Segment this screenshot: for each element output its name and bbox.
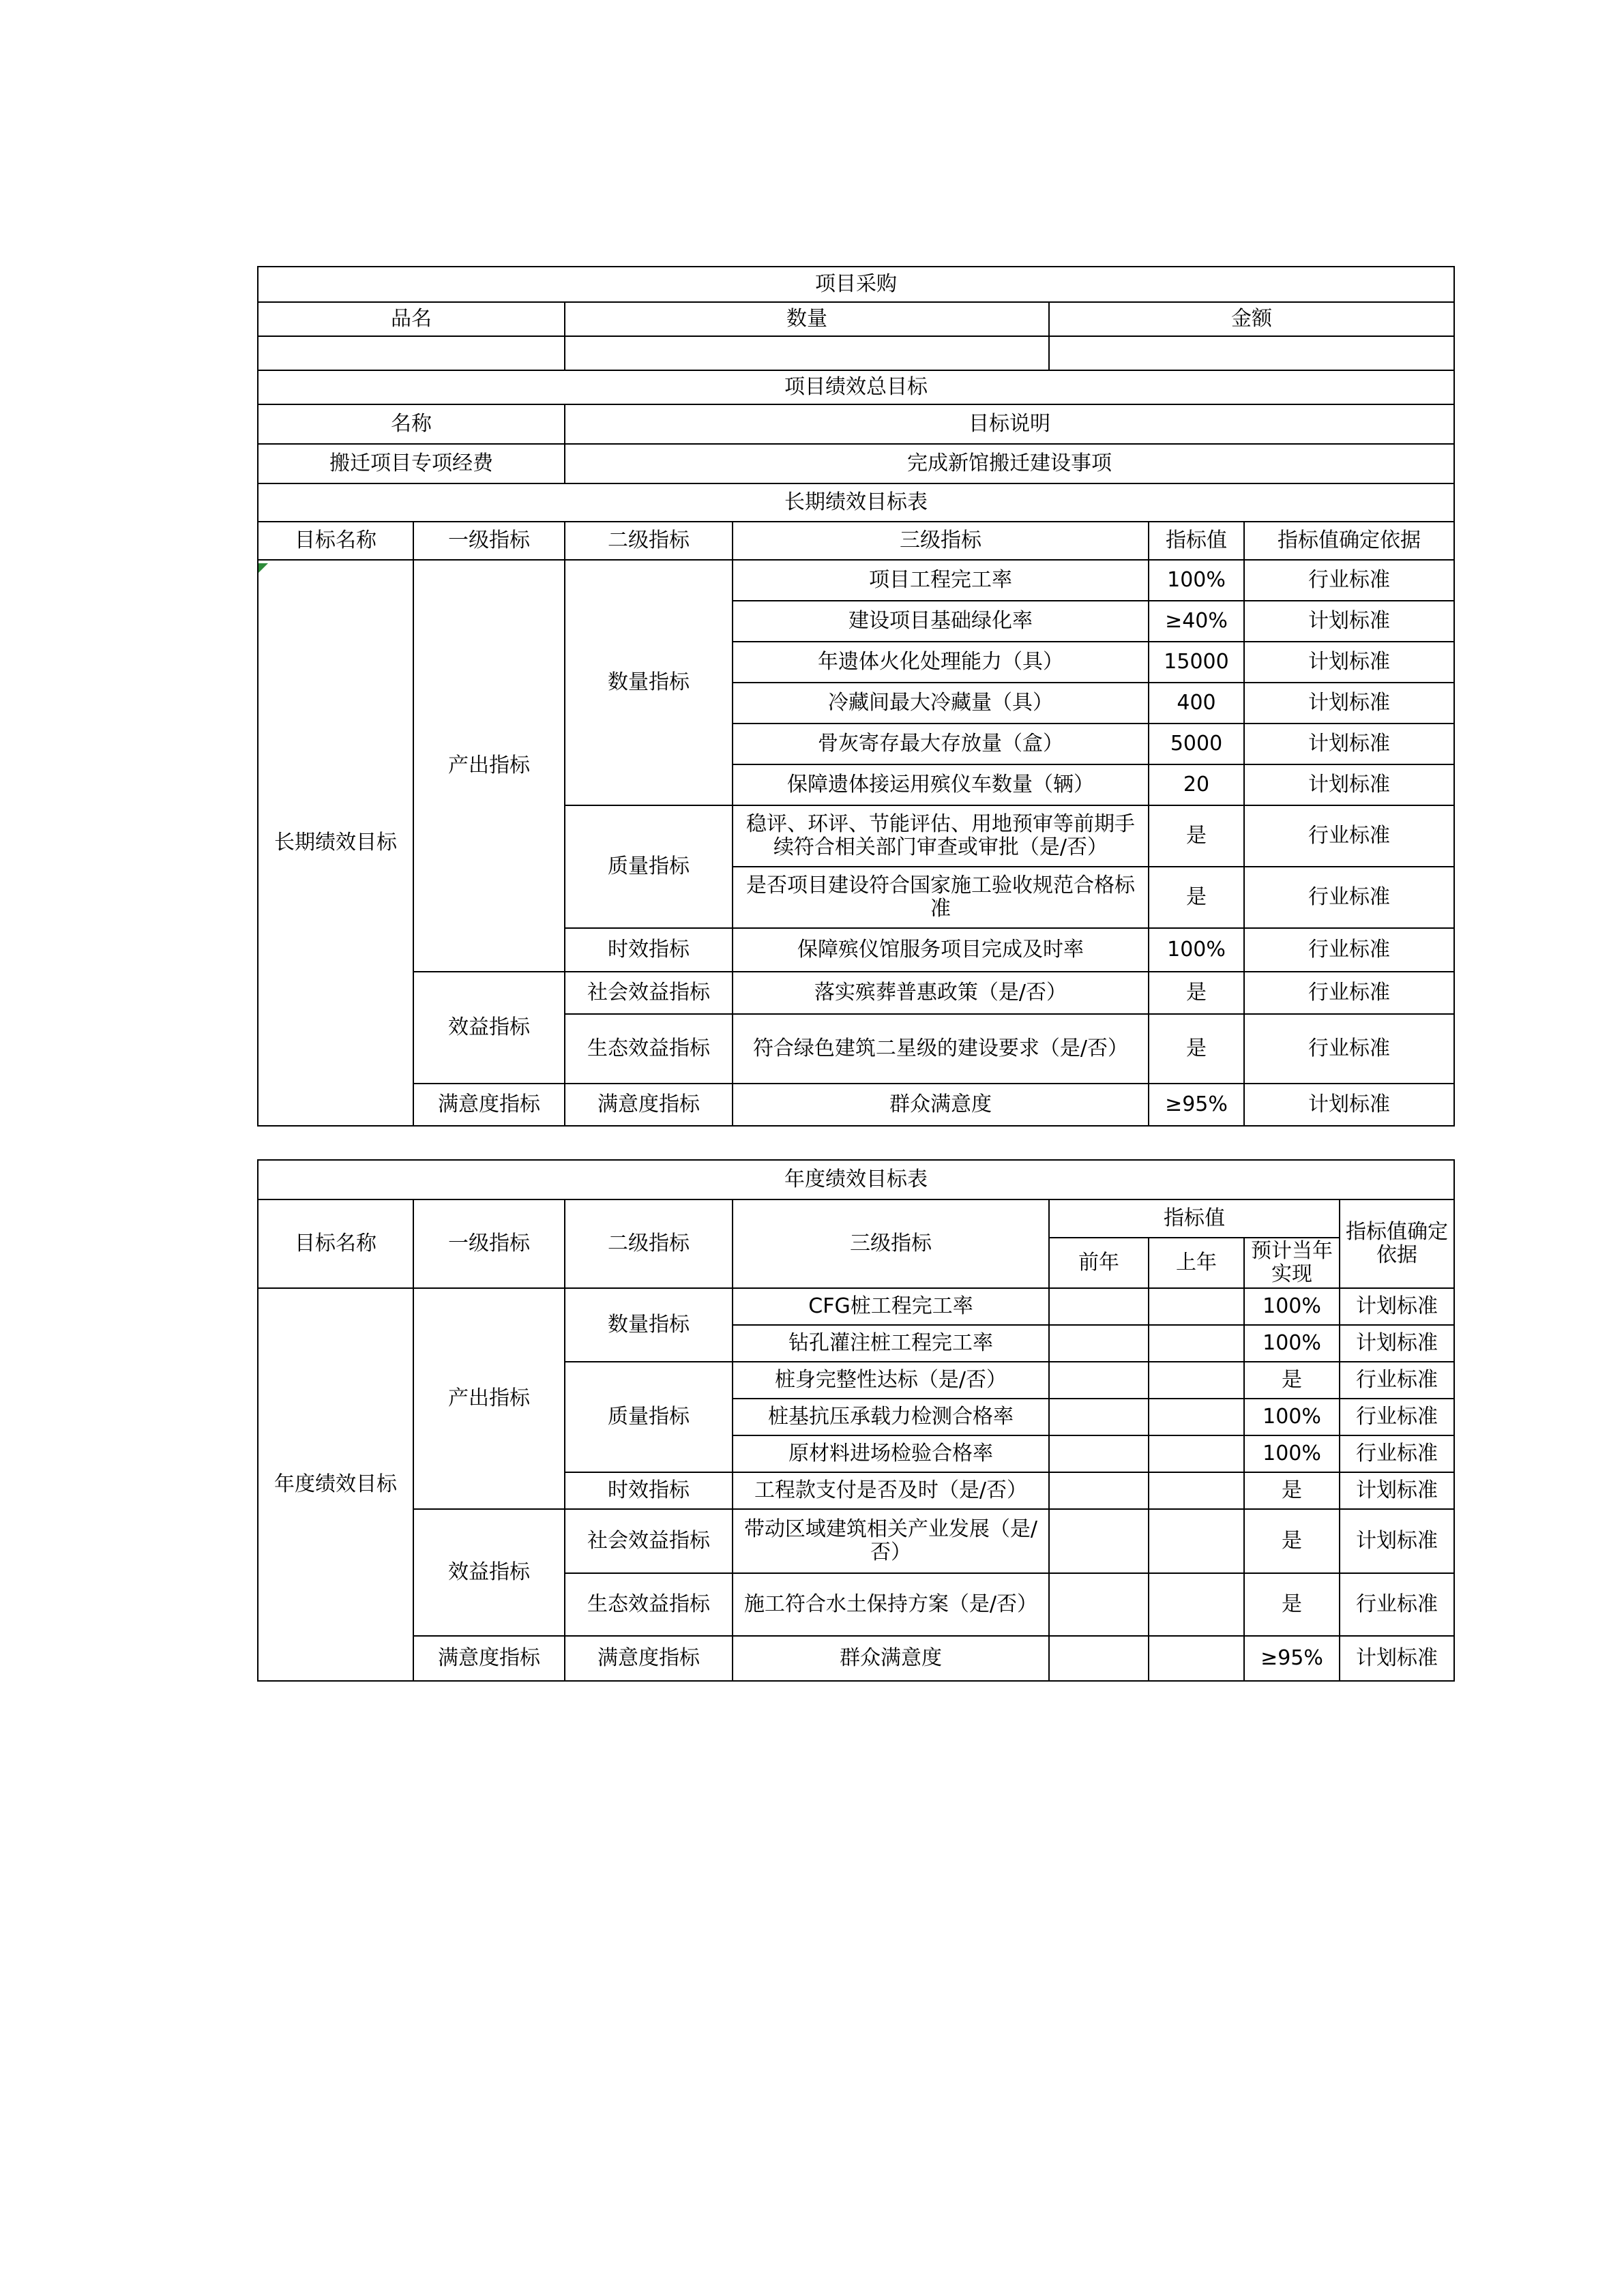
- an-indicator: 桩身完整性达标（是/否）: [733, 1362, 1049, 1399]
- lt-header-goal: 目标名称: [258, 522, 413, 560]
- an-basis: 计划标准: [1340, 1288, 1454, 1325]
- lt-basis: 行业标准: [1244, 928, 1454, 972]
- an-expected: 100%: [1244, 1435, 1340, 1472]
- lt-basis: 计划标准: [1244, 764, 1454, 805]
- an-last: [1149, 1636, 1244, 1681]
- lt-header-level2: 二级指标: [565, 522, 733, 560]
- lt-indicator: 建设项目基础绿化率: [733, 601, 1149, 642]
- lt-basis: 计划标准: [1244, 601, 1454, 642]
- an-subheader-last: 上年: [1149, 1238, 1244, 1288]
- lt-basis: 计划标准: [1244, 1084, 1454, 1126]
- overall-goal-desc-header: 目标说明: [565, 404, 1454, 444]
- lt-indicator: 年遗体火化处理能力（具）: [733, 642, 1149, 683]
- an-expected: 是: [1244, 1472, 1340, 1509]
- lt-value: 是: [1149, 867, 1244, 928]
- long-term-title: 长期绩效目标表: [258, 483, 1454, 522]
- an-basis: 行业标准: [1340, 1435, 1454, 1472]
- lt-indicator: 是否项目建设符合国家施工验收规范合格标准: [733, 867, 1149, 928]
- lt-header-level1: 一级指标: [413, 522, 565, 560]
- lt-basis: 行业标准: [1244, 1014, 1454, 1084]
- lt-basis: 行业标准: [1244, 560, 1454, 601]
- an-level1-satisfaction: 满意度指标: [413, 1636, 565, 1681]
- an-indicator: 施工符合水土保持方案（是/否）: [733, 1573, 1049, 1636]
- an-basis: 计划标准: [1340, 1636, 1454, 1681]
- overall-goal-desc: 完成新馆搬迁建设事项: [565, 444, 1454, 483]
- lt-basis: 计划标准: [1244, 642, 1454, 683]
- an-last: [1149, 1399, 1244, 1435]
- an-level2-quantity: 数量指标: [565, 1288, 733, 1362]
- lt-basis: 行业标准: [1244, 867, 1454, 928]
- lt-indicator: 稳评、环评、节能评估、用地预审等前期手续符合相关部门审查或审批（是/否）: [733, 805, 1149, 867]
- an-level2-ecological: 生态效益指标: [565, 1573, 733, 1636]
- an-level2-timeliness: 时效指标: [565, 1472, 733, 1509]
- an-last: [1149, 1288, 1244, 1325]
- lt-indicator: 骨灰寄存最大存放量（盒）: [733, 724, 1149, 764]
- an-expected: 是: [1244, 1509, 1340, 1573]
- lt-header-value: 指标值: [1149, 522, 1244, 560]
- an-basis: 行业标准: [1340, 1573, 1454, 1636]
- lt-indicator: 保障遗体接运用殡仪车数量（辆）: [733, 764, 1149, 805]
- an-last: [1149, 1435, 1244, 1472]
- long-term-table: [257, 266, 1455, 1127]
- an-prev: [1049, 1399, 1149, 1435]
- an-indicator: 带动区域建筑相关产业发展（是/否）: [733, 1509, 1049, 1573]
- lt-indicator: 落实殡葬普惠政策（是/否）: [733, 972, 1149, 1014]
- lt-goal-name: 长期绩效目标: [258, 560, 413, 1126]
- an-prev: [1049, 1325, 1149, 1362]
- an-expected: 100%: [1244, 1325, 1340, 1362]
- lt-value: 是: [1149, 805, 1244, 867]
- an-last: [1149, 1509, 1244, 1573]
- lt-indicator: 保障殡仪馆服务项目完成及时率: [733, 928, 1149, 972]
- lt-level1-output: 产出指标: [413, 560, 565, 972]
- lt-level2-satisfaction: 满意度指标: [565, 1084, 733, 1126]
- header-quantity: 数量: [565, 302, 1049, 336]
- lt-value: 是: [1149, 1014, 1244, 1084]
- lt-value: ≥40%: [1149, 601, 1244, 642]
- procurement-quantity-cell: [565, 336, 1049, 370]
- an-goal-name: 年度绩效目标: [258, 1288, 413, 1681]
- an-level1-benefit: 效益指标: [413, 1509, 565, 1636]
- an-level2-satisfaction: 满意度指标: [565, 1636, 733, 1681]
- lt-value: 是: [1149, 972, 1244, 1014]
- an-expected: 100%: [1244, 1399, 1340, 1435]
- an-last: [1149, 1362, 1244, 1399]
- annual-title: 年度绩效目标表: [258, 1160, 1454, 1199]
- an-indicator: 群众满意度: [733, 1636, 1049, 1681]
- lt-indicator: 符合绿色建筑二星级的建设要求（是/否）: [733, 1014, 1149, 1084]
- lt-value: 15000: [1149, 642, 1244, 683]
- overall-goal-title: 项目绩效总目标: [258, 370, 1454, 404]
- lt-level2-timeliness: 时效指标: [565, 928, 733, 972]
- an-indicator: CFG桩工程完工率: [733, 1288, 1049, 1325]
- an-basis: 计划标准: [1340, 1325, 1454, 1362]
- an-expected: 是: [1244, 1362, 1340, 1399]
- lt-basis: 行业标准: [1244, 972, 1454, 1014]
- lt-level2-ecological: 生态效益指标: [565, 1014, 733, 1084]
- an-indicator: 原材料进场检验合格率: [733, 1435, 1049, 1472]
- overall-goal-name-header: 名称: [258, 404, 565, 444]
- overall-goal-name: 搬迁项目专项经费: [258, 444, 565, 483]
- an-prev: [1049, 1288, 1149, 1325]
- annual-table: [257, 1159, 1455, 1682]
- lt-value: ≥95%: [1149, 1084, 1244, 1126]
- lt-value: 20: [1149, 764, 1244, 805]
- lt-header-basis: 指标值确定依据: [1244, 522, 1454, 560]
- an-level1-output: 产出指标: [413, 1288, 565, 1509]
- an-subheader-expected: 预计当年实现: [1244, 1238, 1340, 1288]
- an-expected: ≥95%: [1244, 1636, 1340, 1681]
- lt-level1-satisfaction: 满意度指标: [413, 1084, 565, 1126]
- header-amount: 金额: [1049, 302, 1454, 336]
- lt-level2-social: 社会效益指标: [565, 972, 733, 1014]
- an-level2-social: 社会效益指标: [565, 1509, 733, 1573]
- an-prev: [1049, 1573, 1149, 1636]
- lt-basis: 行业标准: [1244, 805, 1454, 867]
- lt-value: 5000: [1149, 724, 1244, 764]
- an-last: [1149, 1573, 1244, 1636]
- lt-value: 400: [1149, 683, 1244, 724]
- procurement-item-cell: [258, 336, 565, 370]
- an-indicator: 桩基抗压承载力检测合格率: [733, 1399, 1049, 1435]
- an-header-value: 指标值: [1049, 1199, 1340, 1238]
- an-header-level3: 三级指标: [733, 1199, 1049, 1288]
- lt-level2-quality: 质量指标: [565, 805, 733, 928]
- an-expected: 100%: [1244, 1288, 1340, 1325]
- an-last: [1149, 1472, 1244, 1509]
- an-indicator: 钻孔灌注桩工程完工率: [733, 1325, 1049, 1362]
- an-header-goal: 目标名称: [258, 1199, 413, 1288]
- an-prev: [1049, 1362, 1149, 1399]
- an-basis: 行业标准: [1340, 1399, 1454, 1435]
- an-prev: [1049, 1472, 1149, 1509]
- an-basis: 计划标准: [1340, 1472, 1454, 1509]
- an-level2-quality: 质量指标: [565, 1362, 733, 1472]
- cell-comment-marker: [259, 563, 268, 573]
- header-item-name: 品名: [258, 302, 565, 336]
- an-indicator: 工程款支付是否及时（是/否）: [733, 1472, 1049, 1509]
- lt-indicator: 群众满意度: [733, 1084, 1149, 1126]
- lt-level1-benefit: 效益指标: [413, 972, 565, 1084]
- procurement-title: 项目采购: [258, 267, 1454, 302]
- an-header-level2: 二级指标: [565, 1199, 733, 1288]
- lt-indicator: 项目工程完工率: [733, 560, 1149, 601]
- lt-value: 100%: [1149, 560, 1244, 601]
- lt-basis: 计划标准: [1244, 724, 1454, 764]
- an-expected: 是: [1244, 1573, 1340, 1636]
- an-prev: [1049, 1636, 1149, 1681]
- an-prev: [1049, 1509, 1149, 1573]
- lt-value: 100%: [1149, 928, 1244, 972]
- lt-basis: 计划标准: [1244, 683, 1454, 724]
- an-header-level1: 一级指标: [413, 1199, 565, 1288]
- an-header-basis: 指标值确定依据: [1340, 1199, 1454, 1288]
- an-last: [1149, 1325, 1244, 1362]
- lt-header-level3: 三级指标: [733, 522, 1149, 560]
- procurement-amount-cell: [1049, 336, 1454, 370]
- an-basis: 计划标准: [1340, 1509, 1454, 1573]
- an-prev: [1049, 1435, 1149, 1472]
- lt-level2-quantity: 数量指标: [565, 560, 733, 805]
- an-subheader-prev: 前年: [1049, 1238, 1149, 1288]
- lt-indicator: 冷藏间最大冷藏量（具）: [733, 683, 1149, 724]
- an-basis: 行业标准: [1340, 1362, 1454, 1399]
